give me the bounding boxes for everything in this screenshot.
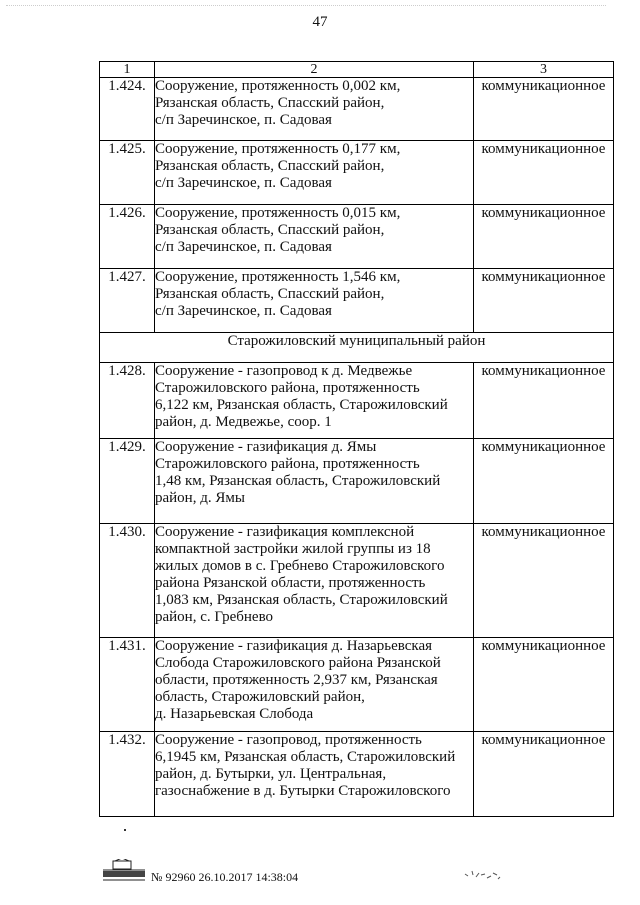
description-line: Сооружение, протяженность 1,546 км, — [155, 269, 401, 285]
description-line: район, д. Бутырки, ул. Центральная, — [155, 766, 387, 782]
row-number: 1.426. — [100, 205, 155, 269]
column-header-2: 2 — [155, 62, 474, 78]
object-description — [155, 141, 474, 205]
description-line: Рязанская область, Спасский район, — [155, 158, 385, 174]
row-number: 1.432. — [100, 732, 155, 817]
description-line: с/п Заречинское, п. Садовая — [155, 239, 332, 255]
description-line: газоснабжение в д. Бутырки Старожиловского — [155, 783, 451, 799]
description-line: район, д. Медвежье, соор. 1 — [155, 414, 332, 430]
description-line: Сооружение - газопровод к д. Медвежье — [155, 363, 413, 379]
row-number: 1.428. — [100, 363, 155, 439]
description-line: района Рязанской области, протяженность — [155, 575, 426, 591]
object-type: коммуникационное — [474, 732, 614, 817]
row-number: 1.427. — [100, 269, 155, 333]
row-number: 1.431. — [100, 638, 155, 732]
table-row — [100, 439, 614, 524]
table-row — [100, 732, 614, 817]
description-line: 6,1945 км, Рязанская область, Старожиловский — [155, 749, 456, 765]
description-line: район, с. Гребнево — [155, 609, 274, 625]
description-line: Сооружение - газификация комплексной — [155, 524, 415, 540]
description-line: д. Назарьевская Слобода — [155, 706, 314, 722]
object-type: коммуникационное — [474, 439, 614, 524]
property-table — [99, 61, 614, 817]
table-row — [100, 638, 614, 732]
description-line: Сооружение, протяженность 0,177 км, — [155, 141, 401, 157]
object-type: коммуникационное — [474, 269, 614, 333]
object-type: коммуникационное — [474, 205, 614, 269]
object-description — [155, 205, 474, 269]
description-line: Рязанская область, Спасский район, — [155, 222, 385, 238]
description-line: с/п Заречинское, п. Садовая — [155, 175, 332, 191]
object-description — [155, 363, 474, 439]
description-line: 1,48 км, Рязанская область, Старожиловский — [155, 473, 441, 489]
description-line: Сооружение, протяженность 0,002 км, — [155, 78, 401, 94]
table-row — [100, 524, 614, 638]
table-row — [100, 363, 614, 439]
description-line: Сооружение - газификация д. Назарьевская — [155, 638, 433, 654]
object-type: коммуникационное — [474, 638, 614, 732]
scan-noise-line — [6, 5, 606, 12]
object-description — [155, 524, 474, 638]
object-description — [155, 439, 474, 524]
object-type: коммуникационное — [474, 141, 614, 205]
description-line: жилых домов в с. Гребнево Старожиловского — [155, 558, 445, 574]
description-line: Сооружение - газификация д. Ямы — [155, 439, 377, 455]
column-header-1: 1 — [100, 62, 155, 78]
description-line: район, д. Ямы — [155, 490, 245, 506]
column-header-3: 3 — [474, 62, 614, 78]
description-line: компактной застройки жилой группы из 18 — [155, 541, 431, 557]
row-number: 1.430. — [100, 524, 155, 638]
description-line: с/п Заречинское, п. Садовая — [155, 303, 332, 319]
table-row — [100, 205, 614, 269]
description-line: 6,122 км, Рязанская область, Старожиловский — [155, 397, 448, 413]
description-line: Слобода Старожиловского района Рязанской — [155, 655, 441, 671]
object-description — [155, 638, 474, 732]
table-row — [100, 78, 614, 141]
page-number: 47 — [312, 14, 328, 30]
row-number: 1.424. — [100, 78, 155, 141]
table-row — [100, 141, 614, 205]
description-line: Старожиловского района, протяженность — [155, 456, 420, 472]
object-type: коммуникационное — [474, 363, 614, 439]
description-line: 1,083 км, Рязанская область, Старожиловский — [155, 592, 448, 608]
object-description — [155, 269, 474, 333]
object-description — [155, 78, 474, 141]
publisher-logo-icon — [101, 859, 147, 885]
description-line: с/п Заречинское, п. Садовая — [155, 112, 332, 128]
registration-footer — [101, 861, 301, 885]
table-body — [100, 62, 614, 817]
header-row — [100, 62, 614, 78]
description-line: Старожиловского района, протяженность — [155, 380, 420, 396]
description-line: Рязанская область, Спасский район, — [155, 95, 385, 111]
row-number: 1.429. — [100, 439, 155, 524]
description-line: Сооружение, протяженность 0,015 км, — [155, 205, 401, 221]
scan-mark — [124, 829, 126, 831]
description-line: Сооружение - газопровод, протяженность — [155, 732, 422, 748]
object-type: коммуникационное — [474, 524, 614, 638]
description-line: области, протяженность 2,937 км, Рязанская — [155, 672, 438, 688]
description-line: область, Старожиловский район, — [155, 689, 365, 705]
table-row — [100, 269, 614, 333]
row-number: 1.425. — [100, 141, 155, 205]
object-type: коммуникационное — [474, 78, 614, 141]
registration-stamp: № 92960 26.10.2017 14:38:04 — [151, 870, 299, 884]
section-title: Старожиловский муниципальный район — [100, 333, 614, 363]
section-row — [100, 333, 614, 363]
signature-mark — [463, 866, 503, 884]
description-line: Рязанская область, Спасский район, — [155, 286, 385, 302]
object-description — [155, 732, 474, 817]
